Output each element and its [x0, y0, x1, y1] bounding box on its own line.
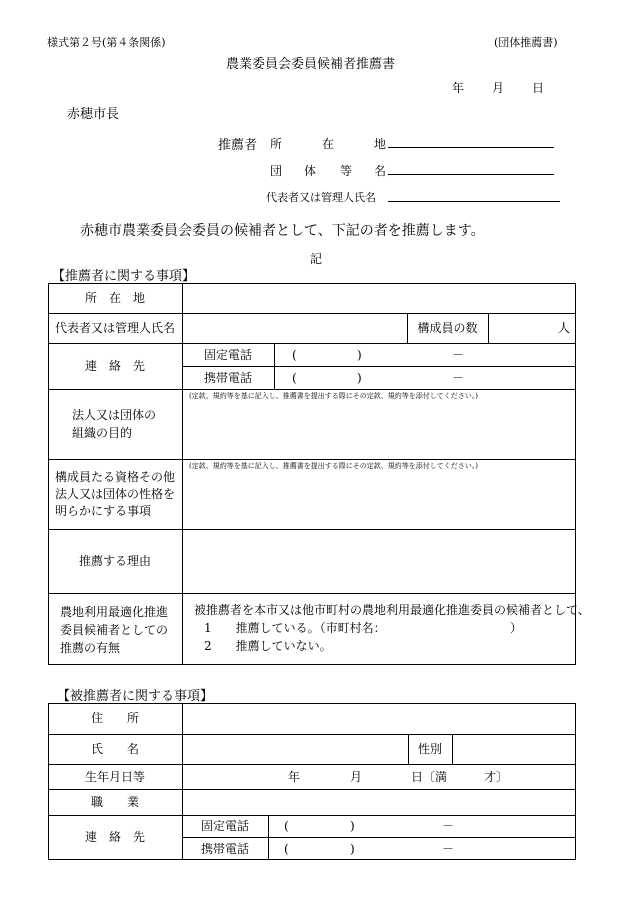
promo-option-1-close: ） — [510, 621, 523, 635]
landline-dash: － — [452, 348, 465, 362]
promo-label-line1: 農地利用最適化推進 — [60, 605, 169, 619]
candidate-address-label: 住 所 — [90, 711, 139, 725]
candidate-contact-label: 連 絡 先 — [84, 830, 145, 844]
nature-label-line1: 構成員たる資格その他 — [55, 470, 176, 484]
addressee: 赤穂市長 — [67, 107, 120, 122]
members-field[interactable] — [489, 314, 555, 343]
purpose-field[interactable] — [183, 402, 575, 458]
candidate-address-field[interactable] — [183, 704, 575, 733]
section2-heading: 【被推薦者に関する事項】 — [57, 689, 214, 704]
address-label-char-3: 地 — [374, 137, 387, 151]
candidate-name-field[interactable] — [183, 735, 407, 764]
purpose-note: (定款、規約等を基に記入し、推薦書を提出する際にその定款、規約等を添付してください。) — [189, 392, 478, 400]
recommender-address-line[interactable] — [388, 147, 554, 148]
members-unit: 人 — [558, 321, 571, 335]
rep-name-label: 代表者又は管理人氏名 — [266, 191, 376, 204]
group-label-char-4: 名 — [374, 164, 387, 178]
job-label: 職 業 — [90, 795, 139, 809]
candidate-landline-label: 固定電話 — [200, 819, 249, 833]
location-label: 所 在 地 — [84, 291, 145, 305]
page-title: 農業委員会委員候補者推薦書 — [226, 57, 396, 72]
birth-year-label: 年 — [288, 770, 301, 784]
birth-age-label: 才〕 — [484, 770, 509, 784]
form-type: (団体推薦書) — [494, 36, 558, 49]
birth-month-label: 月 — [350, 770, 363, 784]
candidate-name-label: 氏 名 — [90, 742, 139, 756]
landline-paren-open: ( — [292, 348, 297, 362]
date-year-label: 年 — [452, 81, 465, 95]
promo-text: 被推薦者を本市又は他市町村の農地利用最適化推進委員の候補者として、 — [194, 603, 590, 617]
reason-field[interactable] — [183, 530, 575, 592]
candidate-landline-paren-close: ) — [350, 819, 355, 833]
location-field[interactable] — [183, 284, 575, 313]
birth-day-label: 日〔満 — [411, 770, 448, 784]
form-number: 様式第２号(第４条関係) — [47, 36, 166, 49]
reason-label: 推薦する理由 — [78, 554, 151, 568]
gender-field[interactable] — [453, 735, 575, 764]
address-label-char-1: 所 — [270, 137, 283, 151]
candidate-landline-dash: － — [442, 819, 455, 833]
nature-field[interactable] — [183, 472, 575, 528]
mobile-dash: － — [452, 371, 465, 385]
rep-label: 代表者又は管理人氏名 — [54, 321, 175, 335]
job-field[interactable] — [183, 790, 575, 814]
landline-paren-close: ) — [357, 348, 362, 362]
promo-option-2[interactable]: 2 推薦していない。 — [204, 639, 332, 653]
date-month-label: 月 — [492, 81, 505, 95]
nature-label-line2: 法人又は団体の性格を — [55, 487, 176, 501]
candidate-mobile-paren-open: ( — [284, 842, 289, 856]
nature-label-line3: 明らかにする事項 — [55, 504, 152, 518]
date-day-label: 日 — [532, 81, 545, 95]
candidate-mobile-paren-close: ) — [350, 842, 355, 856]
contact-label: 連 絡 先 — [84, 359, 145, 373]
members-label: 構成員の数 — [417, 321, 478, 335]
nature-note: (定款、規約等を基に記入し、推薦書を提出する際にその定款、規約等を添付してください。) — [189, 462, 478, 470]
recommender-label: 推薦者 — [218, 138, 258, 153]
rep-field[interactable] — [183, 314, 406, 343]
statement: 赤穂市農業委員会委員の候補者として、下記の者を推薦します。 — [80, 223, 485, 239]
group-label-char-2: 体 — [304, 164, 317, 178]
candidate-landline-paren-open: ( — [284, 819, 289, 833]
mobile-paren-open: ( — [292, 371, 297, 385]
group-label-char-3: 等 — [340, 164, 353, 178]
ki-label: 記 — [310, 252, 323, 266]
gender-label: 性別 — [417, 742, 442, 756]
promo-option-1[interactable]: 1 推薦している。（市町村名： — [204, 621, 386, 635]
landline-label: 固定電話 — [203, 348, 252, 362]
candidate-mobile-label: 携帯電話 — [200, 842, 249, 856]
mobile-paren-close: ) — [357, 371, 362, 385]
purpose-label-line1: 法人又は団体の — [72, 408, 157, 422]
candidate-mobile-dash: － — [442, 842, 455, 856]
section1-heading: 【推薦者に関する事項】 — [52, 269, 196, 284]
purpose-label-line2: 組織の目的 — [72, 426, 133, 440]
mobile-label: 携帯電話 — [203, 371, 252, 385]
recommender-group-line[interactable] — [388, 174, 554, 175]
address-label-char-2: 在 — [322, 137, 335, 151]
group-label-char-1: 団 — [270, 164, 283, 178]
recommender-rep-line[interactable] — [388, 201, 560, 202]
promo-label-line3: 推薦の有無 — [60, 641, 121, 655]
birth-label: 生年月日等 — [84, 770, 145, 784]
promo-label-line2: 委員候補者としての — [60, 623, 169, 637]
